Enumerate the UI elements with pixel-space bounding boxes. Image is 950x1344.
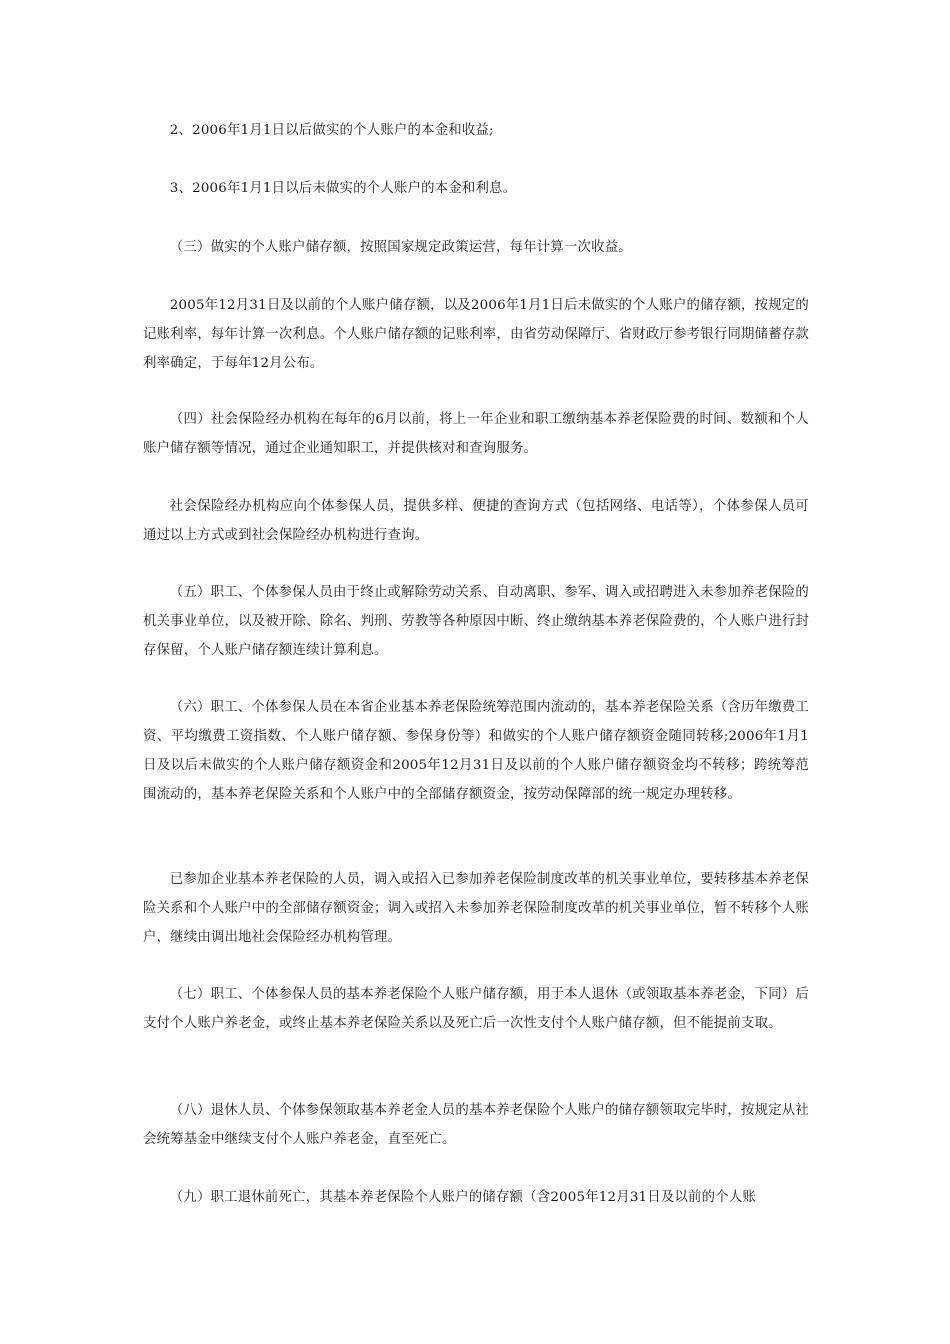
paragraph-9: 已参加企业基本养老保险的人员，调入或招入已参加养老保险制度改革的机关事业单位，要转移基本养老保险关系和个人账户中的全部储存额资金；调入或招入未参加养老保险制度改革的机关事业单位，暂不转移个人账户，继续由调出地社会保险经办机构管理。 [143, 872, 809, 945]
paragraph-6: 社会保险经办机构应向个体参保人员，提供多样、便捷的查询方式（包括网络、电话等），个体参保人员可通过以上方式或到社会保险经办机构进行查询。 [143, 499, 809, 543]
paragraph-8: （六）职工、个体参保人员在本省企业基本养老保险统筹范围内流动的，基本养老保险关系（含历年缴费工资、平均缴费工资指数、个人账户储存额、参保身份等）和做实的个人账户储存额资金随同转移;2006年1月1日及以后未做实的个人账户储存额资金和2005年12月31日及以前的个人账户储存额资金均不转移；跨统筹范围流动的，基本养老保险关系和个人账户中的全部储存额资金，按劳动保障部的统一规定办理转移。 [143, 700, 809, 802]
paragraph-3: （三）做实的个人账户储存额，按照国家规定政策运营，每年计算一次收益。 [169, 240, 632, 255]
paragraph-5: （四）社会保险经办机构在每年的6月以前，将上一年企业和职工缴纳基本养老保险费的时间、数额和个人账户储存额等情况，通过企业通知职工，并提供核对和查询服务。 [143, 412, 809, 456]
paragraph-12: （九）职工退休前死亡，其基本养老保险个人账户的储存额（含2005年12月31日及以前的个人账 [169, 1190, 756, 1205]
paragraph-1: 2、2006年1月1日以后做实的个人账户的本金和收益; [169, 123, 494, 138]
paragraph-10: （七）职工、个体参保人员的基本养老保险个人账户储存额，用于本人退休（或领取基本养老金，下同）后支付个人账户养老金，或终止基本养老保险关系以及死亡后一次性支付个人账户储存额，但不能提前支取。 [143, 987, 809, 1031]
paragraph-4: 2005年12月31日及以前的个人账户储存额，以及2006年1月1日后未做实的个人账户的储存额，按规定的记账利率，每年计算一次利息。个人账户储存额的记账利率，由省劳动保障厅、省财政厅参考银行同期储蓄存款利率确定，于每年12月公布。 [143, 298, 809, 371]
paragraph-2: 3、2006年1月1日以后未做实的个人账户的本金和利息。 [169, 181, 517, 196]
paragraph-7: （五）职工、个体参保人员由于终止或解除劳动关系、自动离职、参军、调入或招聘进入未参加养老保险的机关事业单位，以及被开除、除名、判刑、劳教等各种原因中断、终止缴纳基本养老保险费的，个人账户进行封存保留，个人账户储存额连续计算利息。 [143, 585, 809, 658]
paragraph-11: （八）退休人员、个体参保领取基本养老金人员的基本养老保险个人账户的储存额领取完毕时，按规定从社会统筹基金中继续支付个人账户养老金，直至死亡。 [143, 1103, 809, 1147]
